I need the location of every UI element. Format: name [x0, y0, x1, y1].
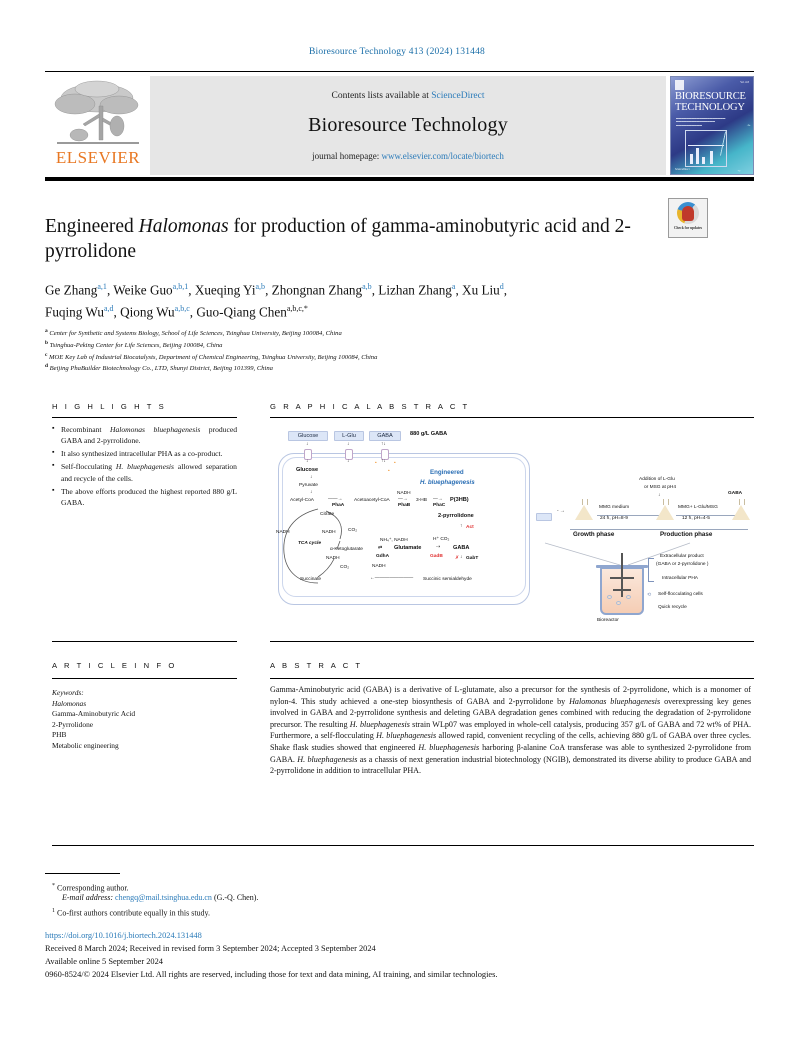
- sciencedirect-link[interactable]: ScienceDirect: [431, 90, 485, 101]
- abstract-label: A B S T R A C T: [270, 661, 363, 670]
- email-suffix: (G.-Q. Chen).: [213, 893, 259, 902]
- abstract-text: Gamma-Aminobutyric acid (GABA) is a derivative of L-glutamate, also a precursor for the synthesis of 2-pyrrolidone, which is a monomer of nylon-4. This study achieved a one-step biosynthesis of GABA and 2-pyrrolidone by Halomonas bluephagenesis overexpressing key genes involved in GABA and 2-pyrrolidone synthesis and deleting GABA degradation genes combined with reducing the degradation of 2-pyrrolidone precursor. The resulting H. bluephagenesis strain WLp07 was employed in whole-cell catalysis, producing 357 g/L of GABA and 72 wt% of PHA. Furthermore, a self-flocculating H. bluephagenesis allowed rapid, convenient recycling of the cells, achieving 880 g/L of GABA over three cycles. Shake flask studies showed that engineered H. bluephagenesis harboring β-alanine CoA transferase was able to synthesized 2-pyrrolidone from GABA. H. bluephagenesis as a chassis of next generation industrial biotechnology (NGIB), demonstrated its diverse ability to produce GABA and 2-pyrrolidone in addition to intracellular PHA.: [270, 685, 752, 776]
- header-bottom-rule: [45, 177, 754, 181]
- gaba-output-label: GABA: [728, 491, 743, 496]
- metabolite-acetyl-coa: Acetyl-CoA: [290, 498, 314, 503]
- article-info-rule-top: [52, 641, 237, 642]
- arrow-gdhA: ⇄: [378, 546, 383, 551]
- co2-citrate: CO₂: [348, 528, 358, 533]
- elsevier-wordmark: ELSEVIER: [55, 148, 141, 167]
- highlights-list: [52, 424, 237, 510]
- bioreactor-blade-2-icon: [613, 589, 631, 591]
- growth-phase-label: Growth phase: [573, 531, 615, 538]
- intracellular-pha-label: Intracellular PHA: [662, 576, 698, 581]
- homepage-prefix: journal homepage:: [312, 150, 382, 161]
- doi-link[interactable]: https://doi.org/10.1016/j.biortech.2024.131448: [45, 931, 202, 940]
- transporter-label-lglu: L-Glu: [334, 431, 364, 441]
- reactor-bracket-top-icon: [648, 558, 654, 582]
- recycle-arrow-icon: ⟲: [647, 593, 652, 598]
- cofactor-nadh-left: NADH: [276, 530, 290, 535]
- cell-floc-2-icon: [626, 595, 631, 599]
- transporter-label-glucose: Glucose: [288, 431, 328, 441]
- cover-subtext: ▬▬▬▬▬▬▬▬▬▬▬▬▬▬▬▬▬▬▬ ▬▬▬▬▬▬▬▬▬▬▬▬▬▬▬ ▬▬▬▬▬▬▬▬▬▬: [676, 117, 726, 127]
- title-prefix: Engineered: [45, 216, 139, 237]
- metabolite-gaba: GABA: [453, 545, 470, 551]
- self-flocculating-label: Self-flocculating cells: [658, 592, 703, 597]
- metabolite-pyruvate: Pyruvate: [299, 483, 318, 488]
- medium-2-label: MMG+ L-Glu/MSG: [678, 505, 718, 510]
- arrow-act: ↑: [460, 524, 463, 529]
- highlight-item: ▪ Recombinant Halomonas bluephagenesis produced GABA and 2-pyrrolidone.: [52, 424, 237, 447]
- author-line-2: Fuqing Wu$^{a,d}$, Qiong Wu$^{a,b,c}$, Guo-Qiang Chen$^{a,b,c,*}$: [45, 304, 308, 320]
- enzyme-gadB: GadB: [430, 554, 443, 559]
- contents-prefix: Contents lists available at: [331, 90, 432, 101]
- cofactor-nadh-tca: NADH: [322, 530, 336, 535]
- dot-lower-icon: •: [388, 469, 390, 474]
- arrow-lglu-in2: ↓: [347, 459, 350, 464]
- flask-production-icon: [656, 505, 674, 520]
- title-suffix: for production of gamma-aminobutyric acid and 2-pyrrolidone: [45, 216, 631, 262]
- title-organism: Halomonas: [138, 216, 229, 237]
- cofactor-nadh-phab: NADH: [397, 491, 411, 496]
- highlights-rule: [52, 417, 237, 418]
- addition-line-2: or MSG at pH4: [644, 485, 676, 490]
- cell-floc-1-icon: [607, 595, 612, 599]
- arrow-ssa-succinate: ←————————: [370, 576, 414, 581]
- extracellular-line-2: (GABA or 2-pyrrolidone ): [656, 562, 709, 567]
- dates-line: Received 8 March 2024; Received in revised form 3 September 2024; Accepted 3 September 2024: [45, 944, 376, 953]
- crossmark-badge[interactable]: [668, 198, 708, 238]
- abstract-bottom-rule: [52, 845, 754, 846]
- journal-homepage-link[interactable]: www.elsevier.com/locate/biortech: [381, 150, 504, 161]
- metabolite-succinate: Succinate: [300, 577, 322, 582]
- copyright-line: 0960-8524/© 2024 Elsevier Ltd. All rights are reserved, including those for text and data mining, AI training, and similar technologies.: [45, 970, 498, 979]
- enzyme-gdhA: GdhA: [376, 554, 390, 559]
- arrow-glucose-in: ↓: [306, 442, 309, 447]
- dot-left-icon: •: [375, 461, 377, 466]
- article-info-rule: [52, 678, 237, 679]
- enzyme-phaC: PhaC: [433, 503, 446, 508]
- journal-title: Bioresource Technology: [308, 113, 508, 136]
- affiliation-marker: c: [45, 351, 48, 358]
- corresponding-text: Corresponding author.: [57, 883, 129, 893]
- metabolite-3hb: 3-HB: [416, 498, 427, 503]
- cofactor-nadh-ssa: NADH: [372, 564, 386, 569]
- flask-gaba-icon: [732, 505, 750, 520]
- running-head: Bioresource Technology 413 (2024) 131448: [308, 47, 486, 57]
- affiliation-marker: d: [45, 363, 48, 370]
- extracellular-line-1: Extracellular product: [660, 554, 704, 559]
- arrow-gadB: ⇢: [436, 545, 441, 550]
- crossmark-label: Check for updates: [673, 226, 703, 230]
- titer-label: 880 g/L GABA: [410, 431, 448, 437]
- addition-line-1: Addition of L-Glu: [639, 477, 675, 482]
- arrow-pyruvate-acetylcoa: ↓: [310, 490, 313, 495]
- elsevier-tree-icon: [53, 80, 143, 148]
- affiliation-marker: b: [45, 339, 48, 346]
- bioreactor-label: Bioreactor: [597, 618, 619, 623]
- gabT-knockout-cross-icon: ✗: [455, 556, 460, 561]
- cofactor-nh4-nadh: NH₄⁺, NADH: [380, 538, 408, 543]
- bioreactor-blade-1-icon: [610, 577, 634, 579]
- cover-title: BIORESOURCE TECHNOLOGY: [675, 91, 746, 113]
- cofactor-h-co2: H⁺ CO₂: [433, 537, 450, 542]
- metabolite-succinic-semialdehyde: Succinic semialdehyde: [423, 577, 472, 582]
- metabolite-2-pyrrolidone: 2-pyrrolidone: [438, 513, 474, 519]
- abstract-rule-top: [270, 641, 754, 642]
- header-top-rule: [45, 71, 754, 72]
- arrow-phaA: ——→: [328, 497, 343, 502]
- elsevier-logo: [45, 76, 150, 175]
- medium-1-label: MMG medium: [599, 505, 630, 510]
- co2-ketoglutarate: CO₂: [340, 565, 350, 570]
- enzyme-phaA: PhaA: [332, 503, 345, 508]
- arrow-glucose-in2: ↓: [306, 459, 309, 464]
- keyword-item: PHB: [52, 730, 67, 740]
- affiliation-marker: a: [45, 328, 48, 334]
- cofirst-text: Co-first authors contribute equally in this study.: [57, 908, 211, 918]
- highlights-label: H I G H L I G H T S: [52, 402, 167, 411]
- journal-cover-thumbnail: [670, 76, 754, 175]
- contents-available-line: [331, 91, 484, 101]
- journal-header-band: [45, 76, 754, 175]
- highlight-item: ▪ It also synthesized intracellular PHA as a co-product.: [52, 448, 237, 459]
- enzyme-phaB: PhaB: [398, 503, 411, 508]
- arrow-gaba-out2: ↑↓: [381, 459, 386, 464]
- arrow-gaba-out: ↑↓: [381, 442, 386, 447]
- affiliation-list: [45, 327, 665, 374]
- affiliation-a: $^a$ Center for Synthetic and Systems Biology, School of Life Sciences, Tsinghua University, Beijing 100084, China: [45, 328, 342, 338]
- metabolite-glutamate: Glutamate: [394, 545, 422, 551]
- strain-name-line2: H. bluephagenesis: [420, 479, 475, 486]
- email-note: [62, 892, 662, 904]
- contents-cell: [150, 76, 666, 175]
- graphical-abstract-rule: [270, 417, 754, 418]
- cover-issue-info: Vol. 413: [740, 81, 749, 84]
- metabolite-glucose: Glucose: [296, 467, 319, 473]
- doi-line: [45, 930, 745, 943]
- cover-elsevier-mark-icon: [675, 80, 684, 90]
- enzyme-gabT: GabT: [466, 556, 479, 561]
- enzyme-act: Act: [466, 525, 474, 530]
- page-title: [45, 214, 645, 264]
- keyword-item: Metabolic engineering: [52, 740, 119, 750]
- article-info-label: A R T I C L E I N F O: [52, 661, 177, 670]
- arrow-to-flask: - →: [557, 509, 565, 514]
- email-label: E-mail address:: [62, 893, 114, 902]
- arrow-phaB: —→: [398, 497, 408, 502]
- arrow-phaC: —→: [433, 497, 443, 502]
- metabolite-ketoglutarate: α-Ketoglutarate: [330, 547, 363, 552]
- dot-right-icon: •: [394, 461, 396, 466]
- cofirst-marker: 1: [52, 908, 55, 914]
- keyword-item: Gamma-Aminobutyric Acid: [52, 709, 136, 719]
- cell-floc-3-icon: [616, 601, 621, 605]
- keywords-list: [52, 688, 242, 752]
- cover-footer-text: ScienceDirect: [675, 168, 690, 171]
- cofactor-nadh-succ: NADH: [326, 556, 340, 561]
- tca-cycle-label: TCA cycle: [298, 541, 322, 546]
- affiliation-c: $^c$ MOE Key Lab of Industrial Biocatalysts, Department of Chemical Engineering, Tsinghua University, Beijing 100084, China: [45, 351, 378, 361]
- cell-pellet-icon: [536, 513, 552, 521]
- highlight-item: ▪ Self-flocculating H. bluephagenesis allowed separation and recycle of the cells.: [52, 461, 237, 484]
- abstract-rule: [270, 678, 754, 679]
- graphical-abstract-label: G R A P H I C A L A B S T R A C T: [270, 402, 470, 411]
- condition-2-label: 12 h, pH=4-5: [682, 516, 710, 521]
- author-list: [45, 277, 645, 322]
- arrow-glucose-pyruvate: ↓: [310, 475, 313, 480]
- author-line-1: Ge Zhang$^{a,1}$, Weike Guo$^{a,b,1}$, Xueqing Yi$^{a,b}$, Zhongnan Zhang$^{a,b}$, Lizhan Zhang$^a$, Xu Liu$^d$,: [45, 282, 508, 298]
- affiliation-b: $^b$ Tsinghua-Peking Center for Life Sciences, Beijing 100084, China: [45, 339, 223, 349]
- keyword-item: Halomonas: [52, 698, 87, 708]
- strain-name-line1: Engineered: [430, 469, 464, 476]
- metabolite-p3hb: P(3HB): [450, 497, 469, 503]
- email-link[interactable]: chengq@mail.tsinghua.edu.cn: [115, 893, 212, 902]
- corresponding-marker: *: [52, 883, 55, 889]
- keyword-item: 2-Pyrrolidone: [52, 719, 94, 729]
- footnote-rule: [45, 873, 120, 874]
- condition-1-label: 24 h, pH=8-9: [600, 516, 628, 521]
- available-online-line: Available online 5 September 2024: [45, 957, 163, 966]
- phase-divider-rule: [570, 529, 748, 530]
- cofirst-note: [52, 905, 652, 920]
- journal-homepage-line: [312, 151, 504, 161]
- affiliation-d: $^d$ Beijing PhaBuilder Biotechnology Co., LTD, Shunyi District, Beijing 101399, China: [45, 363, 273, 373]
- crossmark-disc-icon: [677, 202, 699, 224]
- quick-recycle-label: Quick recycle: [658, 605, 687, 610]
- arrow-lglu-in: ↓: [347, 442, 350, 447]
- keywords-heading: Keywords:: [52, 688, 84, 697]
- graphical-abstract-figure: [270, 425, 754, 623]
- flask-growth-icon: [575, 505, 593, 520]
- production-phase-label: Production phase: [660, 531, 713, 538]
- cover-chart-graphic: [685, 130, 727, 167]
- transporter-label-gaba: GABA: [369, 431, 401, 441]
- journal-cover-cell: [666, 76, 754, 175]
- metabolite-citrate: Citrate: [320, 512, 335, 517]
- arrow-gabT: ↓: [460, 555, 463, 560]
- highlight-item: ▪ The above efforts produced the highest reported 880 g/L GABA.: [52, 486, 237, 509]
- arrow-addition-down: ↓: [658, 493, 661, 498]
- metabolite-acetoacetyl-coa: Acetoacetyl-CoA: [354, 498, 390, 503]
